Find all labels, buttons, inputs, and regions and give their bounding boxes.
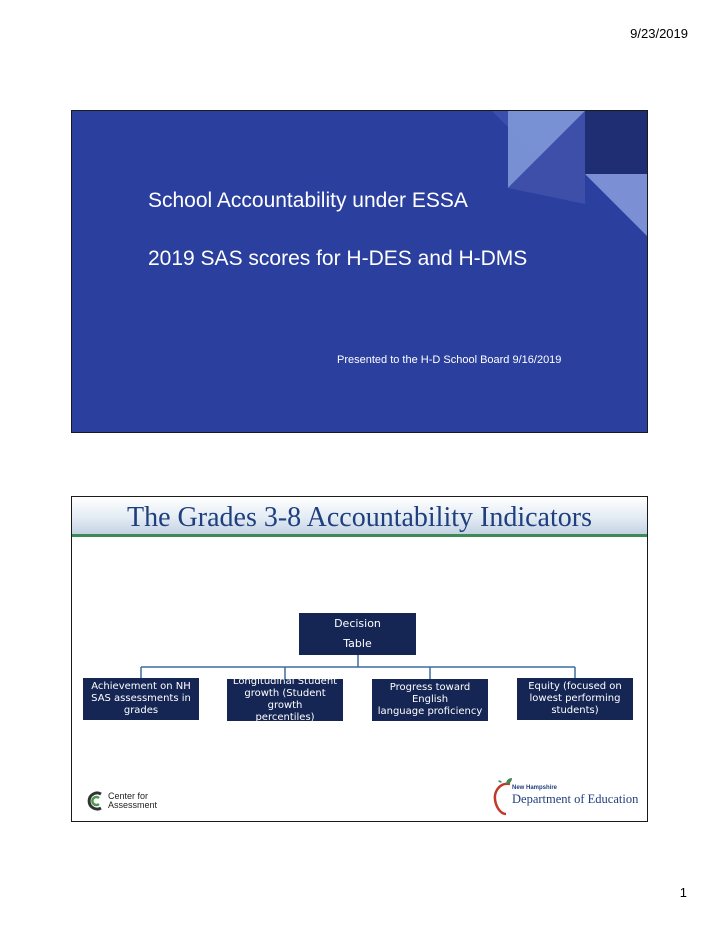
presented-note: Presented to the H-D School Board 9/16/2019 [337,354,562,366]
title-slide [71,110,648,433]
nh-doe-logo [490,776,640,816]
indicator-box-achievement [83,678,199,720]
box-line: grades [123,705,159,716]
box-line: SAS assessments in [91,693,191,704]
logo-small-text: New Hampshire [512,785,558,791]
indicator-box-growth [227,676,343,723]
decision-table-box [299,613,416,655]
indicator-box-equity [517,678,633,720]
box-line: percentiles) [255,712,315,723]
box-line: Achievement on NH [91,681,191,692]
box-line: students) [551,705,599,716]
box-line: Longitudinal Student [232,676,338,687]
slide-title: The Grades 3-8 Accountability Indicators [127,502,592,533]
page-date: 9/23/2019 [630,26,688,41]
box-line: Progress toward English [389,682,471,705]
page-number: 1 [679,885,687,900]
box-line: growth (Student growth [244,688,326,711]
slide-subtitle: 2019 SAS scores for H-DES and H-DMS [148,247,528,270]
center-for-assessment-logo [86,790,157,812]
center-for-assessment-logo-icon [86,790,106,812]
decorative-triangles [72,111,648,433]
slide-title: School Accountability under ESSA [148,189,468,212]
box-line: lowest performing [529,693,621,704]
box-line: Table [343,637,372,650]
logo-big-text: Department of Education [512,792,639,806]
logo-line: Center for [108,791,149,801]
indicator-box-english [372,679,488,721]
indicators-slide [71,496,648,822]
logo-line: Assessment [108,800,158,810]
box-line: Decision [334,617,381,630]
box-line: language proficiency [377,706,483,717]
box-line: Equity (focused on [528,681,622,692]
org-chart-connectors [72,497,648,822]
